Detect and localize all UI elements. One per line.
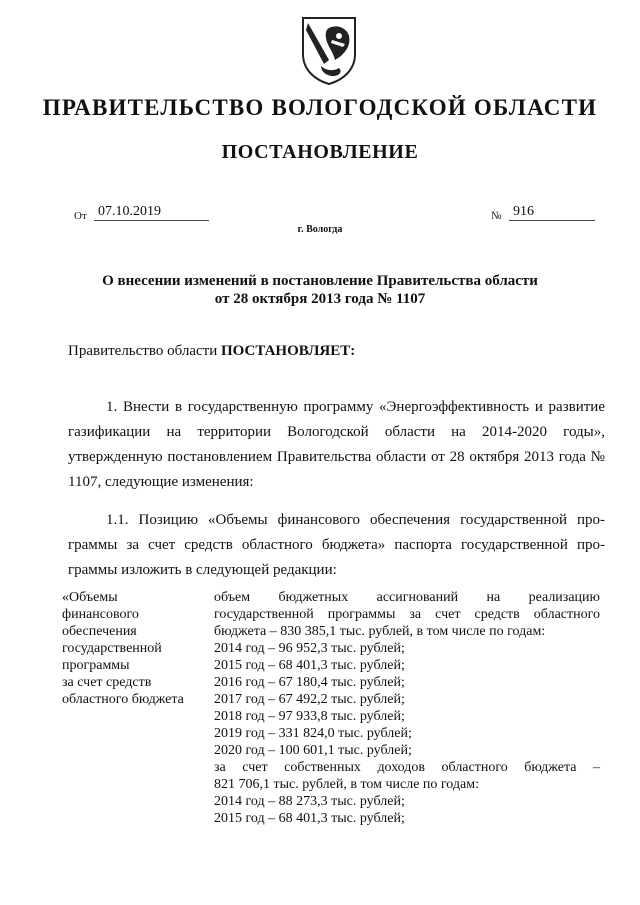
year-line: 2014 год – 88 273,3 тыс. рублей; [214,794,405,809]
intro-line: бюджета – 830 385,1 тыс. рублей, в том числе по годам: [214,624,546,639]
funding-table-label-column [62,589,202,708]
date-label: От [74,210,87,222]
subject-line-1: О внесении изменений в постановление Правительства области [102,273,538,289]
date-value: 07.10.2019 [94,204,209,221]
government-title: ПРАВИТЕЛЬСТВО ВОЛОГОДСКОЙ ОБЛАСТИ [42,95,598,120]
paragraph-1: 1. Внести в государственную программу «Энергоэффективность и развитие газификации на территории Вологодской области на 2014-2020 годы», утвержденную постановлением Правительства области от 28 октября 2013 года № 1107, следующие изменения: [68,399,605,490]
intro-line: за счет собственных доходов областного бюджета – [214,760,600,775]
year-line: 2016 год – 67 180,4 тыс. рублей; [214,675,405,690]
year-line: 2015 год – 68 401,3 тыс. рублей; [214,658,405,673]
year-line: 2014 год – 96 952,3 тыс. рублей; [214,641,405,656]
year-line: 2015 год – 68 401,3 тыс. рублей; [214,811,405,826]
subject-line-2: от 28 октября 2013 года № 1107 [214,291,426,307]
decree-action: ПОСТАНОВЛЯЕТ: [220,343,356,359]
label-line: областного бюджета [62,692,184,707]
intro-line: объем бюджетных ассигнований на реализацию [214,590,600,605]
label-line: программы [62,658,130,673]
intro-line: 821 706,1 тыс. рублей, в том числе по годам: [214,777,479,792]
funding-table-value-column [214,589,600,827]
label-line: финансового [62,607,139,622]
label-line: обеспечения [62,624,137,639]
coat-of-arms-emblem [299,14,359,86]
label-line: за счет средств [62,675,152,690]
city-name: г. Вологда [297,224,343,235]
intro-line: государственной программы за счет средств областного [214,607,600,622]
number-value: 916 [509,204,595,221]
year-line: 2018 год – 97 933,8 тыс. рублей; [214,709,405,724]
paragraph-1-1: 1.1. Позицию «Объемы финансового обеспечения государственной про-граммы за счет средств областного бюджета» паспорта государственной про-граммы изложить в следующей редакции: [68,512,605,578]
label-line: государственной [62,641,162,656]
label-line: «Объемы [62,590,118,605]
document-subject [60,272,580,308]
number-label: № [491,210,502,222]
document-type-title: ПОСТАНОВЛЕНИЕ [221,141,419,163]
decree-statement [68,343,355,360]
year-line: 2017 год – 67 492,2 тыс. рублей; [214,692,405,707]
year-line: 2020 год – 100 601,1 тыс. рублей; [214,743,412,758]
year-line: 2019 год – 331 824,0 тыс. рублей; [214,726,412,741]
decree-prefix: Правительство области [68,343,218,359]
